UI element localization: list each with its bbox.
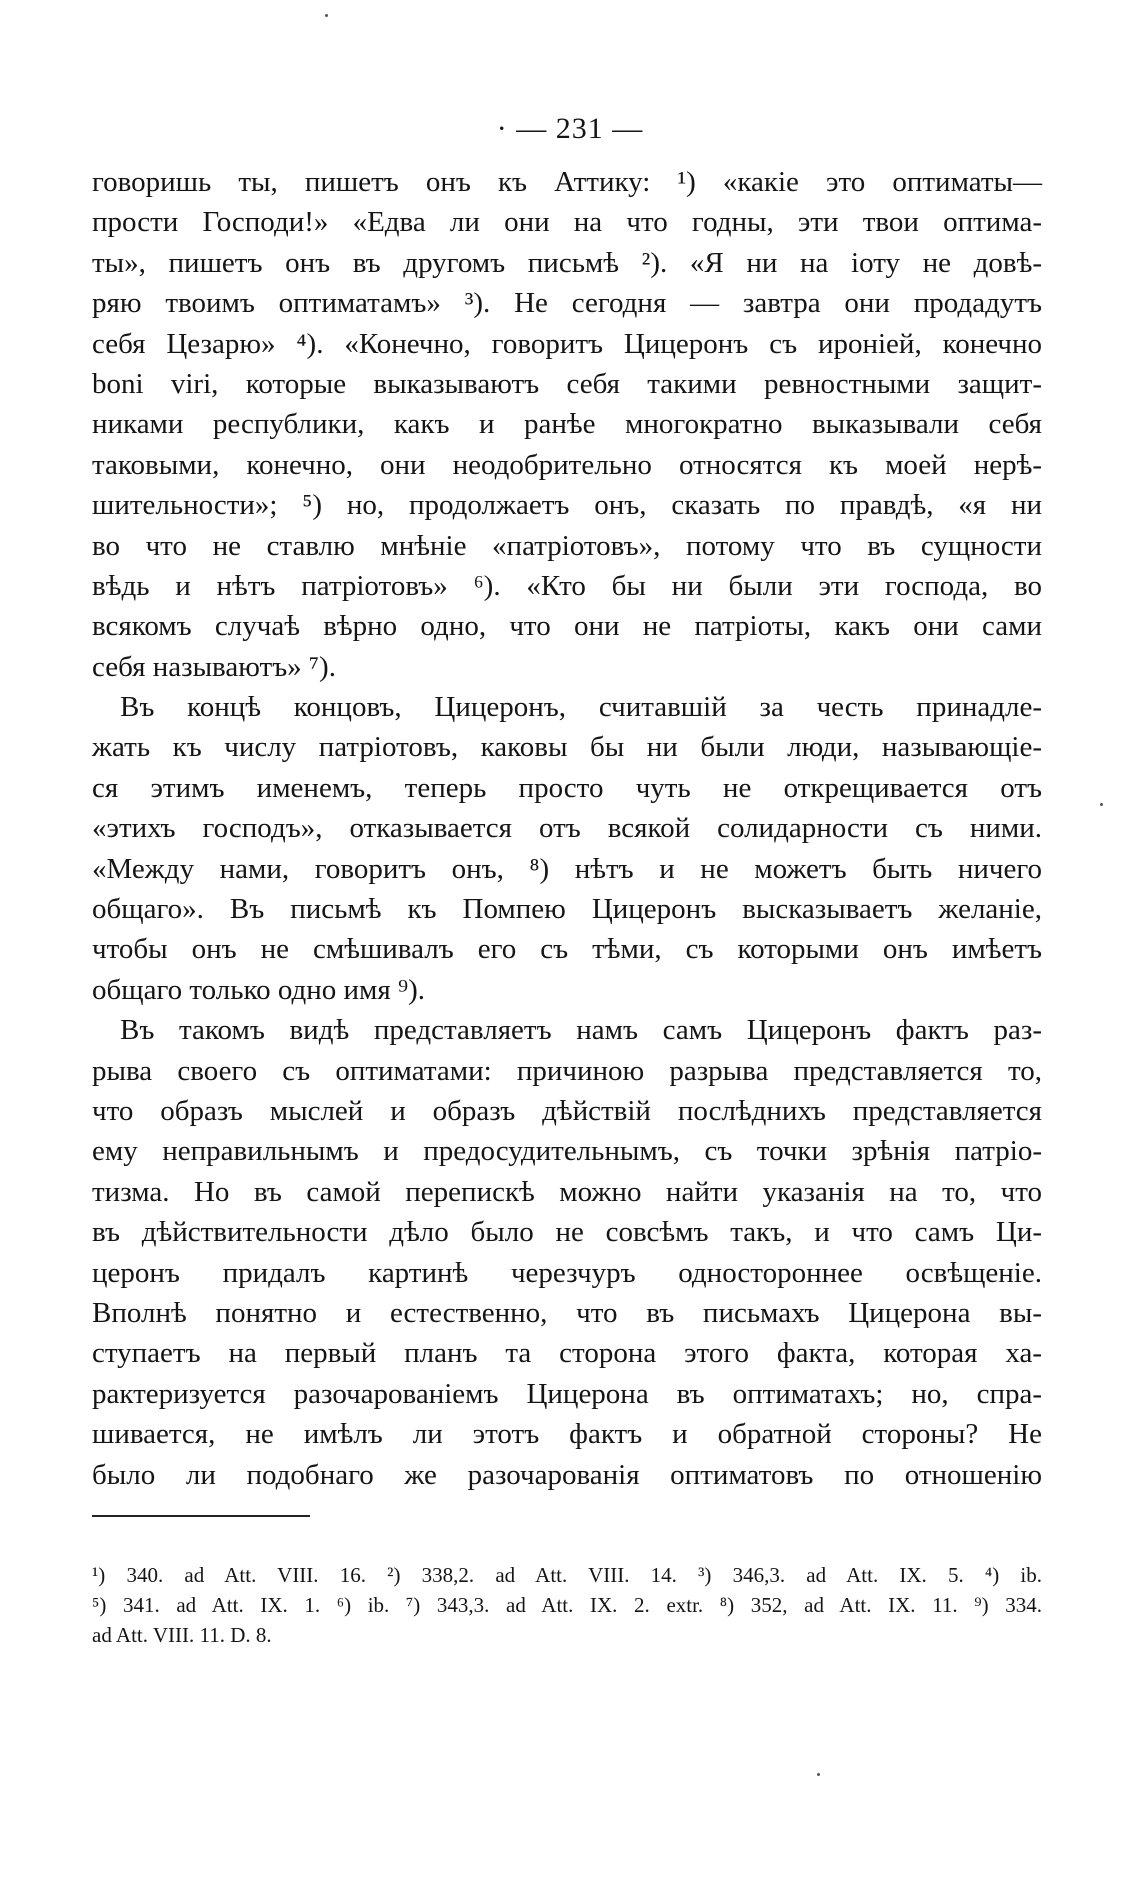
text-line: boni viri, которые выказываютъ себя такими ревностными защит- (92, 367, 1042, 400)
scan-speck (325, 14, 328, 17)
text-line: ряю твоимъ оптиматамъ» ³). Не сегодня — завтра они продадутъ (92, 287, 1042, 320)
text-line: жать къ числу патріотовъ, каковы бы ни были люди, называющіе- (92, 731, 1042, 764)
text-line: прости Господи!» «Едва ли они на что годны, эти твои оптима- (92, 206, 1042, 239)
footnote-divider (92, 1515, 310, 1517)
text-line: Въ такомъ видѣ представляетъ намъ самъ Цицеронъ фактъ раз- (120, 1014, 1042, 1047)
text-line: было ли подобнаго же разочарованія оптиматовъ по отношенію (92, 1458, 1042, 1491)
footnote-line: ¹) 340. ad Att. VIII. 16. ²) 338,2. ad Att. VIII. 14. ³) 346,3. ad Att. IX. 5. ⁴) ib. (92, 1563, 1042, 1587)
main-text (92, 162, 1042, 1495)
text-line: таковыми, конечно, они неодобрительно относятся къ моей нерѣ- (92, 448, 1042, 481)
text-line: никами республики, какъ и ранѣе многократно выказывали себя (92, 408, 1042, 441)
footnotes (92, 1560, 1042, 1650)
paragraph-2 (92, 687, 1042, 1010)
paragraph-1 (92, 162, 1042, 687)
text-line: общаго». Въ письмѣ къ Помпею Цицеронъ высказываетъ желаніе, (92, 893, 1042, 926)
text-line: шивается, не имѣлъ ли этотъ фактъ и обратной стороны? Не (92, 1418, 1042, 1451)
text-line: себя Цезарю» ⁴). «Конечно, говоритъ Цицеронъ съ иронiей, конечно (92, 327, 1042, 360)
text-line: что образъ мыслей и образъ дѣйствій послѣднихъ представляется (92, 1094, 1042, 1127)
scan-speck (1100, 803, 1103, 806)
text-line: рыва своего съ оптиматами: причиною разрыва представляется то, (92, 1054, 1042, 1087)
text-line: говоришь ты, пишетъ онъ къ Аттику: ¹) «какіе это оптиматы— (92, 166, 1042, 198)
text-line: шительности»; ⁵) но, продолжаетъ онъ, сказать по правдѣ, «я ни (92, 489, 1042, 522)
paragraph-3 (92, 1010, 1042, 1495)
text-line: себя называютъ» ⁷). (92, 650, 336, 683)
text-line: въ дѣйствительности дѣло было не совсѣмъ такъ, и что самъ Ци- (92, 1216, 1042, 1249)
scan-speck (817, 1773, 820, 1776)
text-line: чтобы онъ не смѣшивалъ его съ тѣми, съ которыми онъ имѣетъ (92, 933, 1042, 966)
text-line: рактеризуется разочарованіемъ Цицерона въ оптиматахъ; но, спра- (92, 1377, 1042, 1410)
text-line: церонъ придалъ картинѣ черезчуръ одностороннее освѣщеніе. (92, 1256, 1042, 1289)
text-line: Вполнѣ понятно и естественно, что въ письмахъ Цицерона вы- (92, 1296, 1042, 1329)
text-line: ему неправильнымъ и предосудительнымъ, съ точки зрѣнія патріо- (92, 1135, 1042, 1168)
footnote-line: ad Att. VIII. 11. D. 8. (92, 1623, 272, 1647)
text-line: во что не ставлю мнѣніе «патріотовъ», потому что въ сущности (92, 529, 1042, 562)
text-line: ступаетъ на первый планъ та сторона этого факта, которая ха- (92, 1337, 1042, 1370)
footnote-line: ⁵) 341. ad Att. IX. 1. ⁶) ib. ⁷) 343,3. ad Att. IX. 2. extr. ⁸) 352, ad Att. IX. 11. ⁹) 334. (92, 1593, 1042, 1617)
text-line: вѣдь и нѣтъ патріотовъ» ⁶). «Кто бы ни были эти господа, во (92, 569, 1042, 602)
page-number: · — 231 — (496, 112, 644, 145)
text-line: ся этимъ именемъ, теперь просто чуть не открещивается отъ (92, 771, 1042, 804)
text-line: общаго только одно имя ⁹). (92, 973, 426, 1006)
text-line: «этихъ господъ», отказывается отъ всякой солидарности съ ними. (92, 812, 1042, 845)
text-line: всякомъ случаѣ вѣрно одно, что они не патріоты, какъ они сами (92, 610, 1042, 643)
text-line: Въ концѣ концовъ, Цицеронъ, считавшій за честь принадле- (120, 691, 1042, 724)
text-line: тизма. Но въ самой перепискѣ можно найти указанія на то, что (92, 1175, 1042, 1208)
text-line: ты», пишетъ онъ въ другомъ письмѣ ²). «Я ни на іоту не довѣ- (92, 246, 1042, 279)
text-line: «Между нами, говоритъ онъ, ⁸) нѣтъ и не можетъ быть ничего (92, 852, 1042, 885)
